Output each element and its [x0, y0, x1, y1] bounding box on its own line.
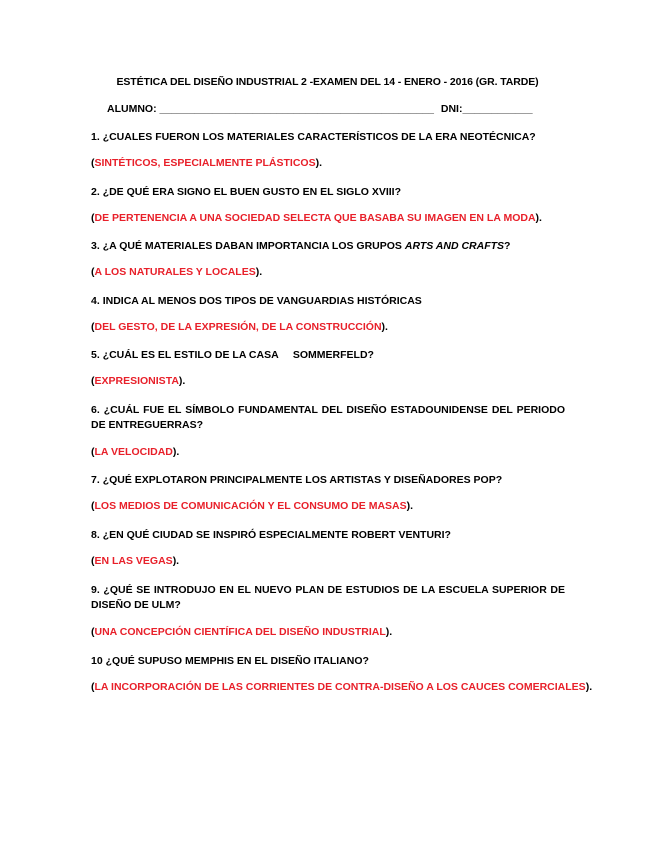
answer-text: UNA CONCEPCIÓN CIENTÍFICA DEL DISEÑO INDUSTRIAL [94, 626, 386, 638]
answer-text: DEL GESTO, DE LA EXPRESIÓN, DE LA CONSTRUCCIÓN [94, 321, 382, 333]
answer-4: (DEL GESTO, DE LA EXPRESIÓN, DE LA CONSTRUCCIÓN). [91, 321, 388, 333]
question-7 [91, 473, 565, 488]
answer-text: SINTÉTICOS, ESPECIALMENTE PLÁSTICOS [94, 157, 316, 169]
question-4 [91, 294, 565, 309]
question-text: 6. ¿CUÁL FUE EL SÍMBOLO FUNDAMENTAL DEL DISEÑO ESTADOUNIDENSE DEL PERIODO DE ENTREGUERRAS? [91, 404, 566, 431]
answer-2: (DE PERTENENCIA A UNA SOCIEDAD SELECTA QUE BASABA SU IMAGEN EN LA MODA). [91, 212, 542, 224]
answer-10: (LA INCORPORACIÓN DE LAS CORRIENTES DE CONTRA-DISEÑO A LOS CAUCES COMERCIALES). [91, 681, 593, 693]
question-text: 8. ¿EN QUÉ CIUDAD SE INSPIRÓ ESPECIALMENTE ROBERT VENTURI? [91, 529, 451, 541]
question-3 [91, 239, 565, 254]
question-text: 5. ¿CUÁL ES EL ESTILO DE LA CASA SOMMERFELD? [91, 349, 374, 361]
answer-1: (SINTÉTICOS, ESPECIALMENTE PLÁSTICOS). [91, 157, 323, 169]
question-6 [91, 403, 565, 433]
answer-text: DE PERTENENCIA A UNA SOCIEDAD SELECTA QUE BASABA SU IMAGEN EN LA MODA [94, 212, 536, 224]
answer-text: LA INCORPORACIÓN DE LAS CORRIENTES DE CONTRA-DISEÑO A LOS CAUCES COMERCIALES [94, 681, 586, 693]
answer-6: (LA VELOCIDAD). [91, 446, 180, 458]
answer-text: LOS MEDIOS DE COMUNICACIÓN Y EL CONSUMO DE MASAS [94, 500, 407, 512]
answer-text: LA VELOCIDAD [94, 446, 173, 458]
answer-text: EXPRESIONISTA [94, 375, 179, 387]
question-5 [91, 348, 565, 363]
dni-field[interactable]: ____________ [462, 103, 533, 115]
answer-7: (LOS MEDIOS DE COMUNICACIÓN Y EL CONSUMO DE MASAS). [91, 500, 414, 512]
answer-3: (A LOS NATURALES Y LOCALES). [91, 266, 263, 278]
question-text: 3. ¿A QUÉ MATERIALES DABAN IMPORTANCIA LOS GRUPOS ARTS AND CRAFTS? [91, 240, 511, 252]
answer-text: EN LAS VEGAS [94, 555, 173, 567]
alumno-label: ALUMNO: [107, 103, 157, 115]
question-text: 4. INDICA AL MENOS DOS TIPOS DE VANGUARDIAS HISTÓRICAS [91, 295, 422, 307]
question-10 [91, 654, 565, 669]
question-2 [91, 185, 565, 200]
student-info-line [107, 103, 533, 115]
question-text: 1. ¿CUALES FUERON LOS MATERIALES CARACTERÍSTICOS DE LA ERA NEOTÉCNICA? [91, 131, 536, 143]
answer-9: (UNA CONCEPCIÓN CIENTÍFICA DEL DISEÑO INDUSTRIAL). [91, 626, 393, 638]
answer-5: (EXPRESIONISTA). [91, 375, 186, 387]
question-text: 7. ¿QUÉ EXPLOTARON PRINCIPALMENTE LOS ARTISTAS Y DISEÑADORES POP? [91, 474, 503, 486]
answer-8: (EN LAS VEGAS). [91, 555, 180, 567]
answer-text: A LOS NATURALES Y LOCALES [94, 266, 256, 278]
question-text: 2. ¿DE QUÉ ERA SIGNO EL BUEN GUSTO EN EL SIGLO XVIII? [91, 186, 402, 198]
question-text: 9. ¿QUÉ SE INTRODUJO EN EL NUEVO PLAN DE ESTUDIOS DE LA ESCUELA SUPERIOR DE DISEÑO DE ULM? [91, 584, 565, 611]
question-1 [91, 130, 565, 145]
dni-label: DNI: [440, 103, 463, 115]
question-text: 10 ¿QUÉ SUPUSO MEMPHIS EN EL DISEÑO ITALIANO? [91, 655, 369, 667]
alumno-field[interactable]: _______________________________________________ [159, 103, 434, 115]
question-9 [91, 583, 565, 613]
exam-title: ESTÉTICA DEL DISEÑO INDUSTRIAL 2 -EXAMEN DEL 14 - ENERO - 2016 (GR. TARDE) [116, 76, 539, 88]
question-8 [91, 528, 565, 543]
